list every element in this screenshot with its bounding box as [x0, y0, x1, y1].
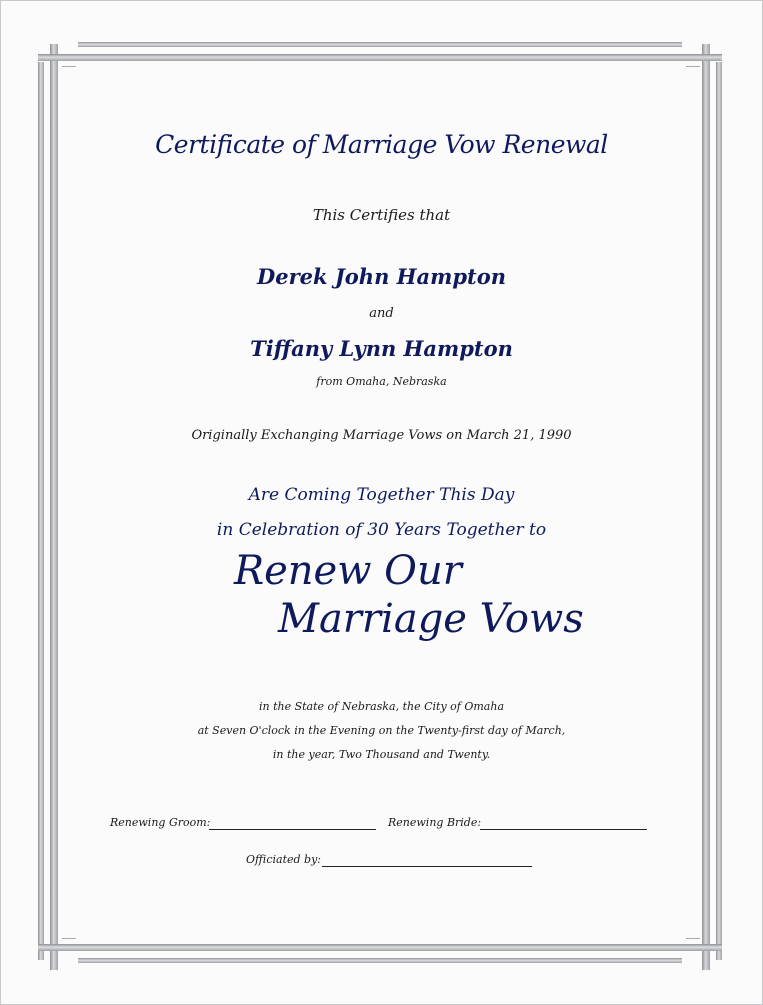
headline-line-two: Marriage Vows — [278, 596, 584, 642]
frame-right-inner — [702, 44, 710, 970]
original-vows-text: Originally Exchanging Marriage Vows on March 21, 1990 — [191, 428, 572, 443]
frame-right-outer — [716, 62, 722, 960]
frame-corner-tr — [686, 66, 700, 67]
frame-top-inner — [38, 54, 722, 61]
bride-label: Renewing Bride: — [388, 816, 482, 829]
frame-corner-bl — [62, 938, 76, 939]
officiant-label: Officiated by: — [246, 853, 321, 866]
person-one-name: Derek John Hampton — [257, 264, 506, 289]
groom-signature-line — [209, 829, 376, 830]
frame-corner-tl — [62, 66, 76, 67]
coming-together-text: Are Coming Together This Day — [248, 485, 515, 505]
celebration-text: in Celebration of 30 Years Together to — [216, 520, 547, 540]
frame-bottom-inner — [38, 944, 722, 951]
location-text: in the State of Nebraska, the City of Omaha — [258, 700, 504, 713]
frame-corner-br — [686, 938, 700, 939]
frame-left-outer — [38, 62, 44, 960]
headline-line-one: Renew Our — [234, 548, 462, 594]
bride-signature-line — [480, 829, 647, 830]
origin-text: from Omaha, Nebraska — [316, 375, 447, 388]
intro-text: This Certifies that — [312, 206, 451, 224]
groom-label: Renewing Groom: — [110, 816, 211, 829]
officiant-signature-line — [322, 866, 532, 867]
year-text: in the year, Two Thousand and Twenty. — [272, 748, 491, 761]
frame-bottom-outer — [78, 958, 682, 963]
certificate-title: Certificate of Marriage Vow Renewal — [155, 130, 608, 159]
person-two-name: Tiffany Lynn Hampton — [250, 336, 513, 361]
frame-top-outer — [78, 42, 682, 47]
time-text: at Seven O'clock in the Evening on the Twenty-first day of March, — [197, 724, 566, 737]
frame-left-inner — [50, 44, 58, 970]
conjunction-text: and — [369, 306, 394, 321]
